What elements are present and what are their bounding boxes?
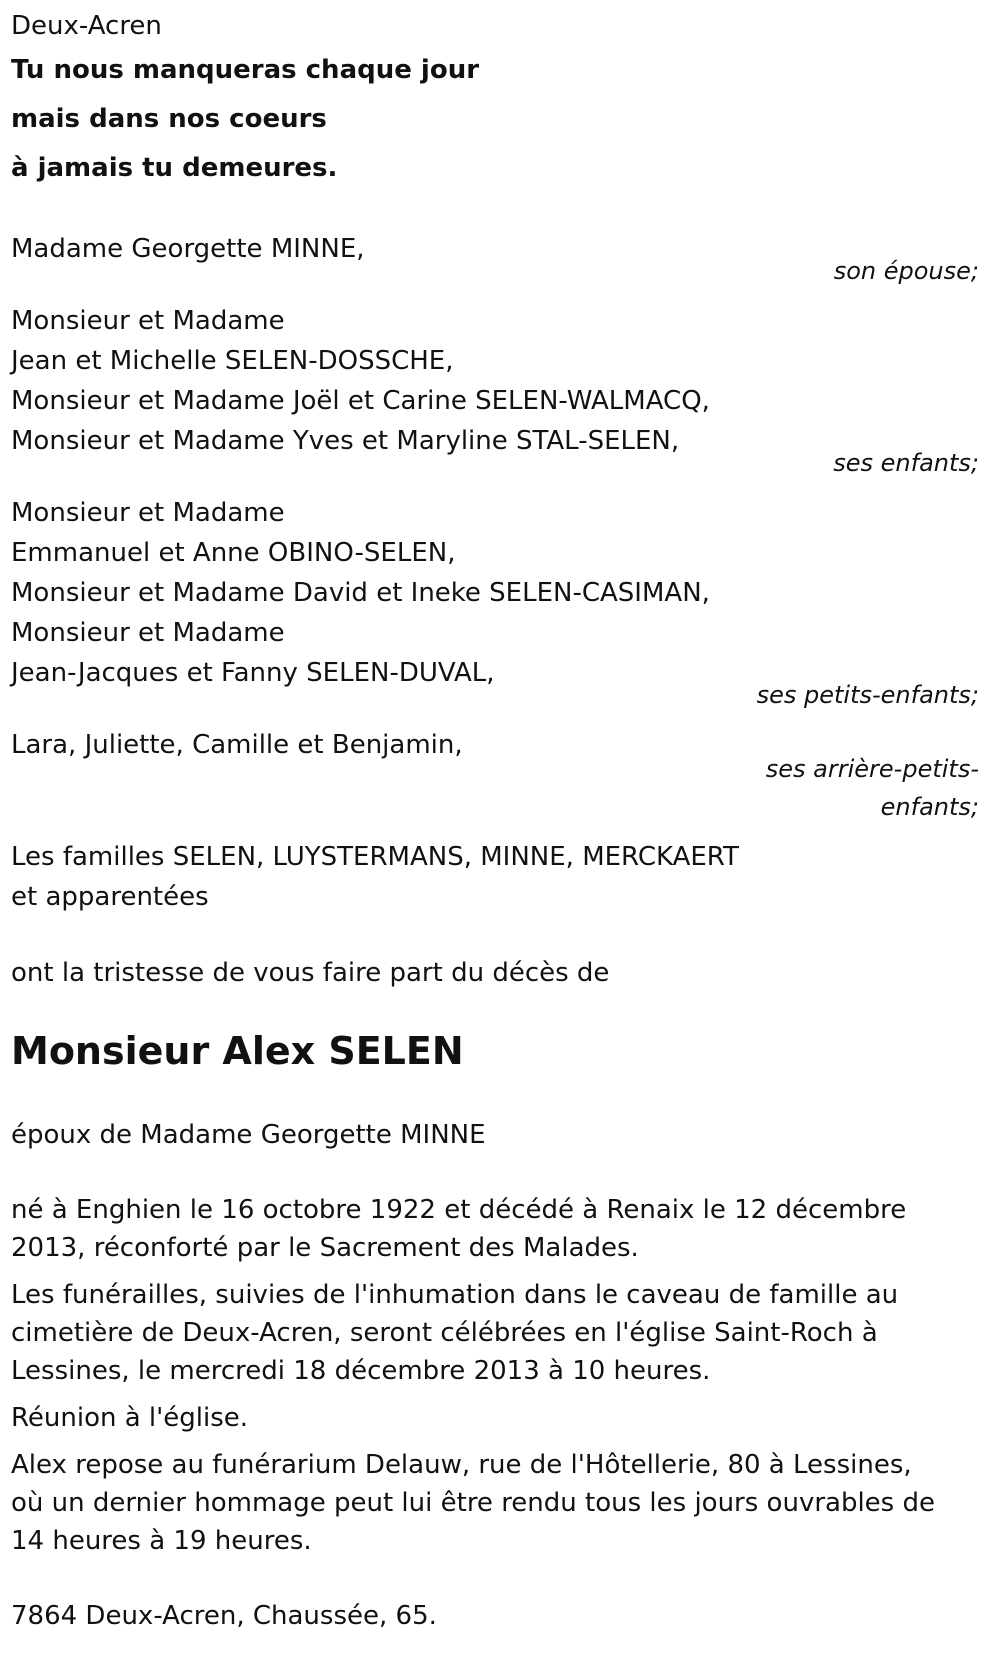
grandchildren-relation: ses petits-enfants; <box>756 681 979 709</box>
funeral-paragraph: Les funérailles, suivies de l'inhumation dans le caveau de famille au cimetière de Deux-Acren, seront célébrées en l'église Saint-Roch à Lessines, le mercredi 18 décembre 2013 à 10 heures. <box>11 1280 899 1386</box>
children-relation: ses enfants; <box>833 449 979 477</box>
spouse-group <box>11 229 989 291</box>
grandchild-line: Emmanuel et Anne OBINO-SELEN, <box>11 538 456 568</box>
child-line: Monsieur et Madame <box>11 306 285 336</box>
families-group <box>11 837 989 917</box>
address-line: 7864 Deux-Acren, Chaussée, 65. <box>11 1601 437 1631</box>
spouse-name: Madame Georgette MINNE, <box>11 234 365 264</box>
city-heading: Deux-Acren <box>11 11 162 41</box>
spouse-of-line: époux de Madame Georgette MINNE <box>11 1120 486 1150</box>
grandchild-line: Jean-Jacques et Fanny SELEN-DUVAL, <box>11 658 495 688</box>
poem-line: mais dans nos coeurs <box>11 104 327 134</box>
child-line: Jean et Michelle SELEN-DOSSCHE, <box>11 346 454 376</box>
spouse-relation: son épouse; <box>833 257 979 285</box>
poem <box>11 46 989 193</box>
children-group <box>11 301 989 483</box>
birth-death-paragraph: né à Enghien le 16 octobre 1922 et décédé à Renaix le 12 décembre 2013, réconforté par le Sacrement des Malades. <box>11 1195 907 1263</box>
grandchild-line: Monsieur et Madame <box>11 618 285 648</box>
grandchild-line: Monsieur et Madame David et Ineke SELEN-CASIMAN, <box>11 578 710 608</box>
grandchildren-group <box>11 493 989 715</box>
grandchild-line: Monsieur et Madame <box>11 498 285 528</box>
deceased-name: Monsieur Alex SELEN <box>11 1029 464 1073</box>
child-line: Monsieur et Madame Joël et Carine SELEN-WALMACQ, <box>11 386 710 416</box>
great-grandchild-line: Lara, Juliette, Camille et Benjamin, <box>11 730 463 760</box>
announcement-intro: ont la tristesse de vous faire part du décès de <box>11 958 610 988</box>
viewing-paragraph: Alex repose au funérarium Delauw, rue de l'Hôtellerie, 80 à Lessines, où un dernier hommage peut lui être rendu tous les jours ouvrables de 14 heures à 19 heures. <box>11 1450 935 1556</box>
child-line: Monsieur et Madame Yves et Maryline STAL-SELEN, <box>11 426 680 456</box>
meeting-paragraph: Réunion à l'église. <box>11 1403 249 1433</box>
families-line: et apparentées <box>11 882 209 912</box>
families-line: Les familles SELEN, LUYSTERMANS, MINNE, MERCKAERT <box>11 842 739 872</box>
great-grandchildren-group <box>11 725 989 827</box>
poem-line: à jamais tu demeures. <box>11 153 338 183</box>
poem-line: Tu nous manqueras chaque jour <box>11 55 480 85</box>
great-grandchildren-relation-line1: ses arrière-petits- <box>765 755 979 783</box>
great-grandchildren-relation-line2: enfants; <box>880 793 979 821</box>
